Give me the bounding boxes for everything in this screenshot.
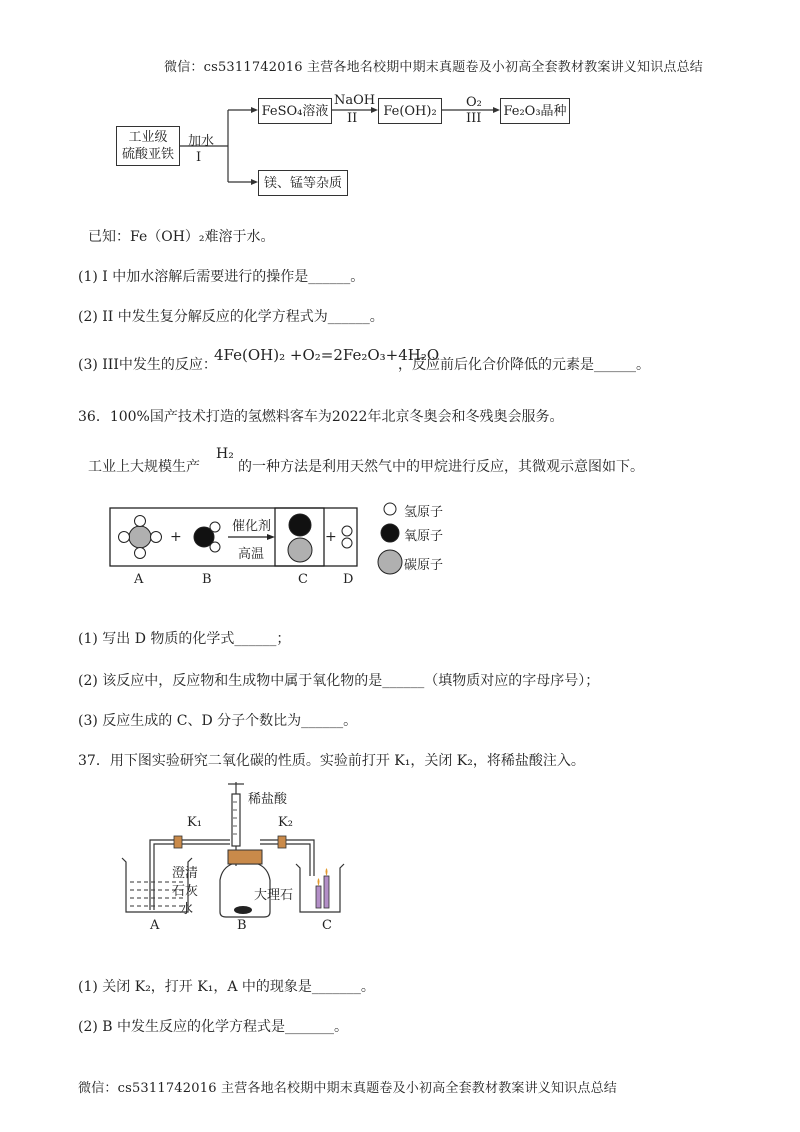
apparatus-label-c: C bbox=[322, 918, 332, 933]
feso4-solution-box: FeSO₄溶液 bbox=[258, 98, 332, 124]
legend-carbon: 碳原子 bbox=[404, 558, 444, 573]
known-condition: 已知：Fe（OH）₂难溶于水。 bbox=[88, 229, 275, 245]
label-d: D bbox=[343, 572, 354, 587]
q36-line2-a: 工业上大规模生产 bbox=[88, 459, 200, 475]
step2-number: II bbox=[347, 111, 358, 126]
limewater-line2: 石灰 bbox=[172, 884, 199, 899]
co2-apparatus bbox=[110, 780, 370, 930]
label-b: B bbox=[202, 572, 212, 587]
q37-part1: (1) 关闭 K₂，打开 K₁，A 中的现象是_______。 bbox=[78, 979, 375, 995]
limewater-line1: 澄清 bbox=[172, 866, 199, 881]
k1-label: K₁ bbox=[187, 815, 202, 830]
fe2o3-seed-box: Fe₂O₃晶种 bbox=[500, 98, 570, 124]
step3-reagent: O₂ bbox=[466, 95, 482, 110]
q36-h2-formula: H₂ bbox=[216, 446, 234, 462]
step2-reagent: NaOH bbox=[334, 93, 376, 108]
acid-label: 稀盐酸 bbox=[248, 792, 288, 807]
step3-number: III bbox=[466, 111, 482, 126]
step1-label: 加水 bbox=[188, 134, 215, 149]
page-header: 微信：cs5311742016 主营各地名校期中期末真题卷及小初高全套教材教案讲义知识点总结 bbox=[164, 60, 703, 75]
apparatus-label-b: B bbox=[237, 918, 247, 933]
q36-line2-b: 的一种方法是利用天然气中的甲烷进行反应，其微观示意图如下。 bbox=[238, 459, 644, 475]
condition-catalyst: 催化剂 bbox=[232, 519, 272, 534]
step1-number: I bbox=[196, 150, 202, 165]
limewater-line3: 水 bbox=[180, 902, 194, 917]
industrial-ferrous-sulfate-box bbox=[116, 126, 180, 166]
k2-label: K₂ bbox=[278, 815, 293, 830]
legend-hydrogen: 氢原子 bbox=[404, 505, 444, 520]
impurity-box: 镁、锰等杂质 bbox=[258, 170, 348, 196]
plus-sign-right: + bbox=[325, 529, 337, 545]
marble-label: 大理石 bbox=[254, 888, 294, 903]
q36-part3: (3) 反应生成的 C、D 分子个数比为______。 bbox=[78, 713, 358, 729]
label-a: A bbox=[134, 572, 144, 587]
apparatus-label-a: A bbox=[150, 918, 160, 933]
start-box-line1: 工业级 bbox=[128, 130, 168, 145]
q35-equation: 4Fe(OH)₂ +O₂=2Fe₂O₃+4H₂O bbox=[214, 346, 440, 364]
condition-high-temp: 高温 bbox=[238, 547, 265, 562]
q36-part2: (2) 该反应中，反应物和生成物中属于氧化物的是______（填物质对应的字母序号）； bbox=[78, 673, 600, 689]
q36-part1: (1) 写出 D 物质的化学式______； bbox=[78, 631, 291, 647]
legend-oxygen: 氧原子 bbox=[404, 529, 444, 544]
q37-part2: (2) B 中发生反应的化学方程式是_______。 bbox=[78, 1019, 349, 1035]
q35-part3-suffix: ，反应前后化合价降低的元素是______。 bbox=[398, 357, 650, 373]
feoh2-box: Fe(OH)₂ bbox=[378, 98, 442, 124]
q37-intro: 37．用下图实验研究二氧化碳的性质。实验前打开 K₁，关闭 K₂，将稀盐酸注入。 bbox=[78, 753, 585, 769]
q36-intro: 36．100%国产技术打造的氢燃料客车为2022年北京冬奥会和冬残奥会服务。 bbox=[78, 409, 564, 425]
start-box-line2: 硫酸亚铁 bbox=[121, 147, 174, 162]
q35-part3-prefix: (3) III中发生的反应： bbox=[78, 357, 217, 373]
label-c: C bbox=[298, 572, 308, 587]
page-footer: 微信：cs5311742016 主营各地名校期中期末真题卷及小初高全套教材教案讲义知识点总结 bbox=[78, 1081, 617, 1096]
q35-part1: (1) I 中加水溶解后需要进行的操作是______。 bbox=[78, 269, 365, 285]
plus-sign-left: + bbox=[170, 529, 182, 545]
q35-part2: (2) II 中发生复分解反应的化学方程式为______。 bbox=[78, 309, 384, 325]
